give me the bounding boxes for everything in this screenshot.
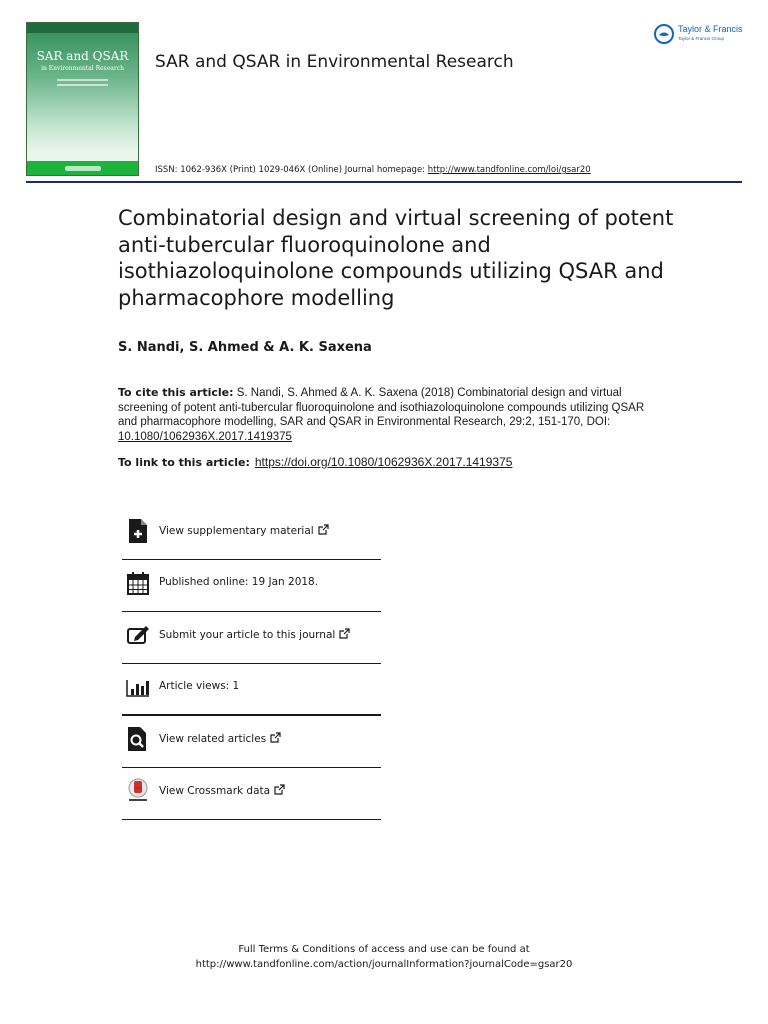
article-authors: S. Nandi, S. Ahmed & A. K. Saxena — [118, 340, 372, 355]
action-view-supplementary[interactable] — [122, 508, 381, 560]
terms-footer — [0, 942, 768, 972]
footer-line-1: Full Terms & Conditions of access and use can be found at — [238, 944, 530, 955]
cover-decoration — [57, 79, 108, 89]
citation-doi-link[interactable]: 10.1080/1062936X.2017.1419375 — [118, 430, 292, 443]
crossmark-icon — [126, 778, 150, 804]
action-label: View supplementary material — [159, 525, 314, 537]
bar-chart-icon — [126, 674, 150, 700]
cover-top-strip — [27, 23, 138, 33]
journal-name: SAR and QSAR in Environmental Research — [155, 52, 514, 72]
link-label: To link to this article: — [118, 456, 250, 469]
search-document-icon — [126, 726, 150, 752]
calendar-icon — [126, 570, 150, 596]
article-actions — [122, 508, 381, 820]
publisher-group: Taylor & Francis Group — [678, 36, 725, 41]
issn-line — [155, 165, 591, 175]
footer-terms-link[interactable]: http://www.tandfonline.com/action/journalInformation?journalCode=gsar20 — [195, 959, 573, 970]
journal-homepage-link[interactable]: http://www.tandfonline.com/loi/gsar20 — [427, 165, 591, 175]
publisher-logo-icon — [654, 24, 674, 44]
external-link-icon — [270, 732, 281, 743]
action-label: View Crossmark data — [159, 785, 271, 797]
publisher-logo[interactable] — [654, 22, 749, 48]
action-label: Article views: 1 — [159, 680, 240, 692]
issn-text: ISSN: 1062-936X (Print) 1029-046X (Online) Journal homepage: — [155, 165, 428, 175]
action-view-related[interactable] — [122, 716, 381, 768]
supplementary-file-icon — [126, 518, 150, 544]
article-doi-link[interactable]: https://doi.org/10.1080/1062936X.2017.1419375 — [254, 455, 513, 469]
action-label: Published online: 19 Jan 2018. — [159, 576, 319, 588]
citation-block — [118, 386, 658, 444]
citation-label: To cite this article: — [118, 386, 234, 399]
action-label: Submit your article to this journal — [159, 629, 336, 641]
external-link-icon — [318, 524, 329, 535]
cover-publisher-mark — [65, 166, 101, 171]
action-view-crossmark[interactable] — [122, 768, 381, 820]
journal-cover-image — [26, 22, 139, 176]
action-submit-article[interactable] — [122, 612, 381, 664]
header-divider — [26, 181, 742, 183]
external-link-icon — [274, 784, 285, 795]
cover-title: SAR and QSAR — [36, 49, 129, 63]
cover-subtitle: in Environmental Research — [41, 65, 124, 72]
action-label: View related articles — [159, 733, 267, 745]
citation-text: S. Nandi, S. Ahmed & A. K. Saxena (2018) Combinatorial design and virtual screening of potent anti-tubercular fluoroquinolone and isothiazoloquinolone compounds utilizing QSAR and pharmacophore modelling, SAR and QSAR in Environmental Research, 29:2, 151-170, DOI: — [118, 387, 645, 428]
article-link-line — [118, 455, 512, 469]
action-published-online — [122, 560, 381, 612]
external-link-icon — [339, 628, 350, 639]
edit-icon — [126, 622, 150, 648]
article-title: Combinatorial design and virtual screening of potent anti-tubercular fluoroquinolone and isothiazoloquinolone compounds utilizing QSAR and pharmacophore modelling — [118, 206, 674, 310]
action-article-views — [122, 664, 381, 716]
publisher-name: Taylor & Francis — [678, 24, 743, 34]
